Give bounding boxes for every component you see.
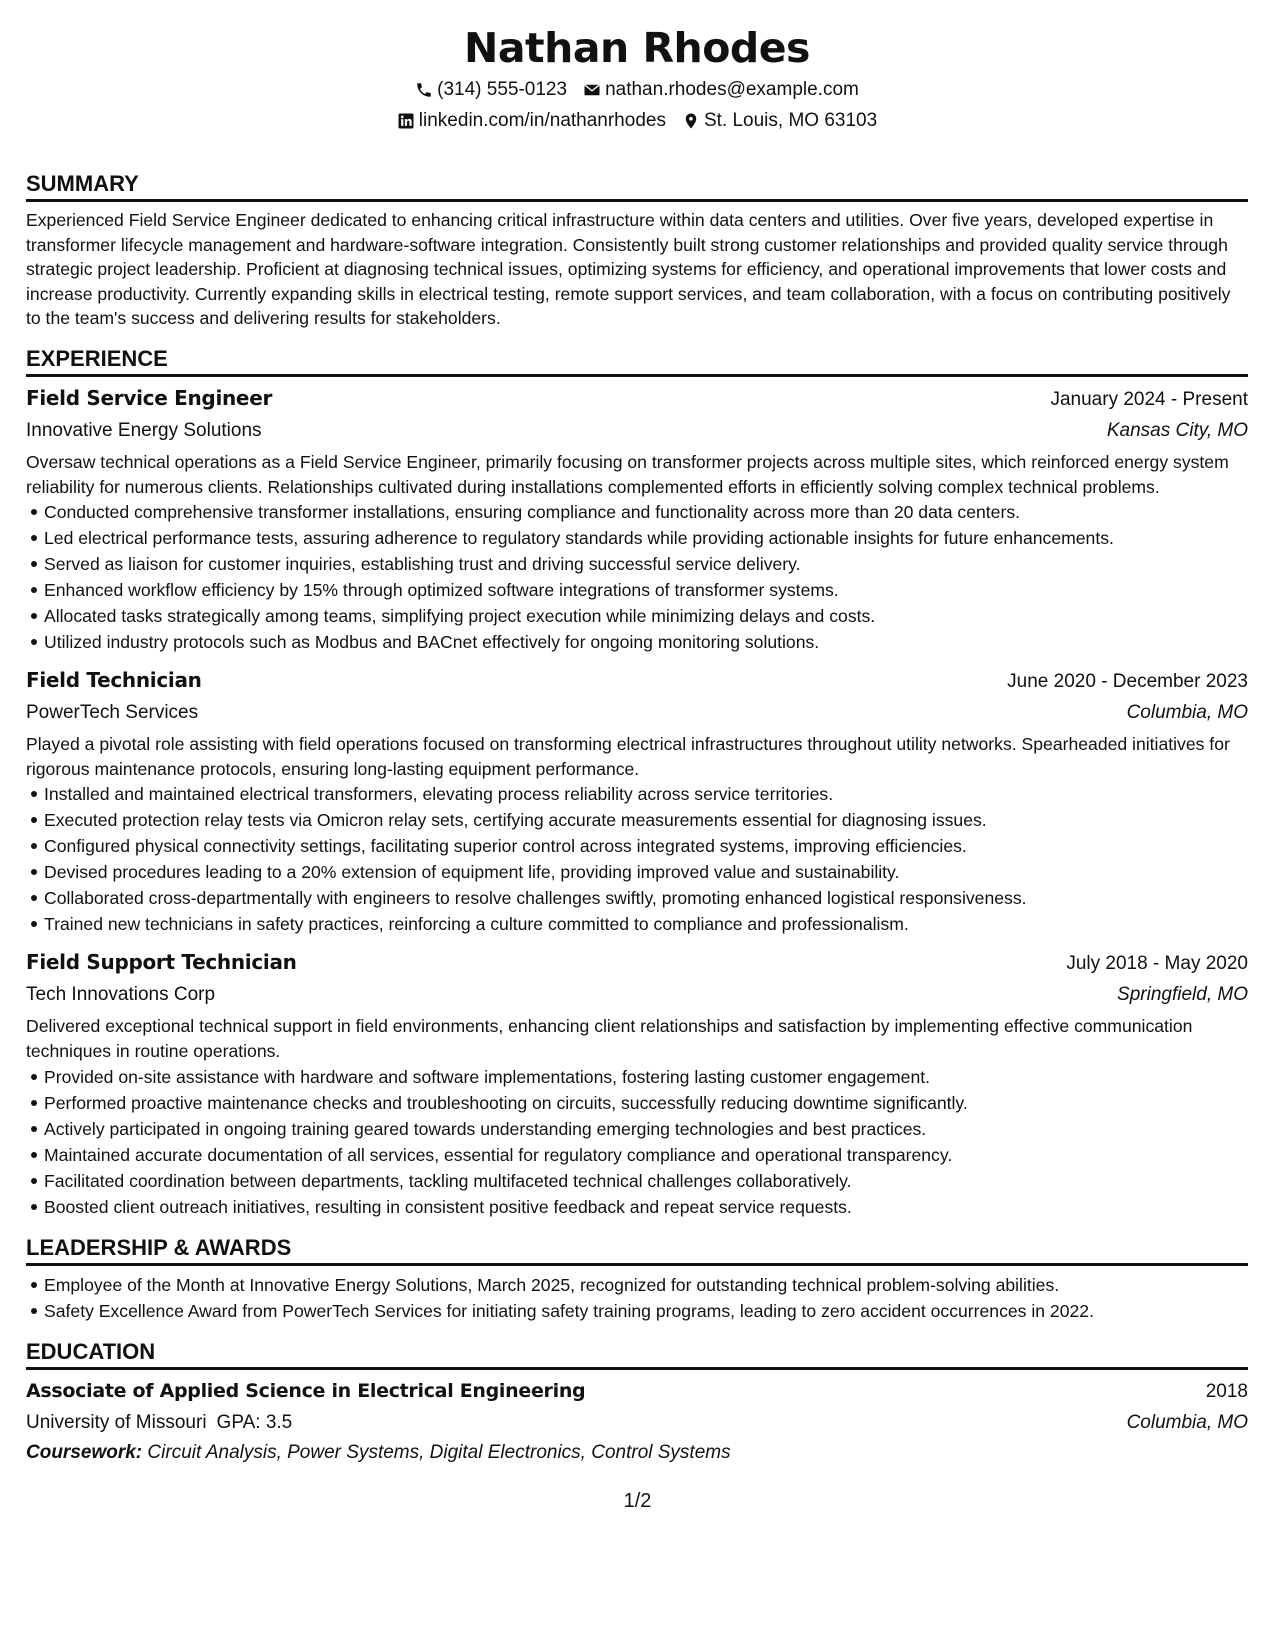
job-location: Kansas City, MO (1106, 419, 1248, 441)
job-bullet: Served as liaison for customer inquiries, establishing trust and driving successful service delivery. (44, 551, 1248, 577)
gpa: GPA: 3.5 (216, 1411, 293, 1433)
job-bullet: Executed protection relay tests via Omicron relay sets, certifying accurate measurements essential for diagnosing issues. (44, 807, 1248, 833)
job-title-row (26, 947, 1248, 979)
job-bullet: Enhanced workflow efficiency by 15% through optimized software integrations of transformer systems. (44, 577, 1248, 603)
location-contact (682, 105, 877, 136)
contact-line-1 (26, 74, 1248, 105)
job-location: Columbia, MO (1126, 702, 1248, 724)
page-number: 1/2 (623, 1490, 652, 1512)
email-contact[interactable] (583, 74, 859, 105)
phone-icon (415, 81, 433, 99)
job-bullet: Provided on-site assistance with hardware and software implementations, fostering lasting customer engagement. (44, 1064, 1248, 1090)
job-entry (26, 665, 1248, 937)
contact-line-2 (26, 105, 1248, 136)
job-description: Oversaw technical operations as a Field Service Engineer, primarily focusing on transformer projects across multiple sites, which reinforced energy system reliability for numerous clients. Relationships cultivated during installations complemented efforts in efficiently solving complex technical problems. (26, 451, 1229, 497)
job-bullet: Led electrical performance tests, assuring adherence to regulatory standards while providing actionable insights for future enhancements. (44, 525, 1248, 551)
summary-section (26, 170, 1248, 331)
job-bullet: Trained new technicians in safety practices, reinforcing a culture committed to compliance and professionalism. (44, 911, 1248, 937)
degree-row (26, 1376, 1248, 1407)
job-description: Delivered exceptional technical support in field environments, enhancing client relationships and satisfaction by implementing effective communication techniques in routine operations. (26, 1016, 1193, 1061)
job-entry (26, 947, 1248, 1219)
job-bullets (26, 1064, 1248, 1220)
degree-title: Associate of Applied Science in Electrical Engineering (26, 1379, 586, 1402)
resume-header (26, 22, 1248, 136)
job-bullets (26, 781, 1248, 937)
job-bullet: Allocated tasks strategically among teams, simplifying project execution while minimizing delays and costs. (44, 603, 1248, 629)
job-title: Field Technician (26, 668, 202, 693)
job-company: Tech Innovations Corp (26, 984, 216, 1006)
job-bullet: Conducted comprehensive transformer installations, ensuring compliance and functionality across more than 20 data centers. (44, 499, 1248, 525)
map-pin-icon (682, 112, 700, 130)
education-heading: EDUCATION (26, 1338, 1248, 1370)
job-title: Field Support Technician (26, 950, 297, 975)
email-address[interactable]: nathan.rhodes@example.com (605, 79, 859, 100)
resume-page (26, 22, 1248, 1468)
job-dates: June 2020 - December 2023 (1007, 671, 1248, 693)
job-company-row (26, 415, 1248, 446)
award-item: Safety Excellence Award from PowerTech Services for initiating safety training programs, leading to zero accident occurrences in 2022. (44, 1298, 1248, 1324)
school-name: University of Missouri (26, 1411, 207, 1433)
linkedin-icon (397, 112, 415, 130)
experience-heading: EXPERIENCE (26, 345, 1248, 377)
job-location: Springfield, MO (1117, 984, 1248, 1006)
linkedin-contact[interactable] (397, 105, 666, 136)
job-title-row (26, 665, 1248, 697)
coursework-line (26, 1438, 1248, 1468)
experience-section (26, 345, 1248, 1220)
job-title: Field Service Engineer (26, 385, 273, 410)
job-bullets (26, 499, 1248, 655)
awards-heading: LEADERSHIP & AWARDS (26, 1234, 1248, 1266)
job-bullet: Collaborated cross-departmentally with engineers to resolve challenges swiftly, promoting enhanced logistical responsiveness. (44, 885, 1248, 911)
job-entry (26, 383, 1248, 655)
job-company: Innovative Energy Solutions (26, 419, 262, 441)
coursework-list: Circuit Analysis, Power Systems, Digital Electronics, Control Systems (147, 1441, 731, 1463)
job-bullet: Boosted client outreach initiatives, resulting in consistent positive feedback and repeat service requests. (44, 1194, 1248, 1220)
phone-contact (415, 74, 567, 105)
job-bullet: Installed and maintained electrical transformers, elevating process reliability across service territories. (44, 781, 1248, 807)
job-dates: January 2024 - Present (1050, 388, 1248, 410)
job-bullet: Performed proactive maintenance checks and troubleshooting on circuits, successfully reducing downtime significantly. (44, 1090, 1248, 1116)
school-info (26, 1408, 292, 1438)
job-bullet: Maintained accurate documentation of all services, essential for regulatory compliance and operational transparency. (44, 1142, 1248, 1168)
coursework-label: Coursework: (26, 1441, 143, 1463)
award-item: Employee of the Month at Innovative Energy Solutions, March 2025, recognized for outstanding technical problem-solving abilities. (44, 1272, 1248, 1298)
education-section (26, 1338, 1248, 1468)
home-location: St. Louis, MO 63103 (703, 110, 878, 131)
summary-text: Experienced Field Service Engineer dedicated to enhancing critical infrastructure within data centers and utilities. Over five years, developed expertise in transformer lifecycle management and hardware-software integration. Consistently built strong customer relationships and provided quality service through strategic project leadership. Proficient at diagnosing technical issues, optimizing systems for efficiency, and operational improvements that lower costs and increase productivity. Currently expanding skills in electrical testing, remote support services, and team collaboration, with a focus on contributing positively to the team's success and delivering results for stakeholders. (26, 210, 1231, 329)
job-title-row (26, 383, 1248, 415)
job-company-row (26, 697, 1248, 728)
job-bullet: Utilized industry protocols such as Modbus and BACnet effectively for ongoing monitoring solutions. (44, 629, 1248, 655)
job-description: Played a pivotal role assisting with field operations focused on transforming electrical infrastructures throughout utility networks. Spearheaded initiatives for rigorous maintenance protocols, ensuring long-lasting equipment performance. (26, 734, 1230, 779)
awards-section (26, 1234, 1248, 1324)
awards-bullets (26, 1272, 1248, 1324)
job-bullet: Facilitated coordination between departments, tackling multifaceted technical challenges collaboratively. (44, 1168, 1248, 1194)
job-company-row (26, 979, 1248, 1010)
phone-number: (314) 555-0123 (437, 79, 568, 100)
graduation-year: 2018 (1205, 1380, 1248, 1402)
linkedin-url[interactable]: linkedin.com/in/nathanrhodes (418, 110, 666, 131)
envelope-icon (583, 81, 601, 99)
job-company: PowerTech Services (26, 702, 199, 724)
summary-heading: SUMMARY (26, 170, 1248, 202)
job-bullet: Configured physical connectivity settings, facilitating superior control across integrated systems, improving efficiencies. (44, 833, 1248, 859)
job-bullet: Actively participated in ongoing training geared towards understanding emerging technologies and best practices. (44, 1116, 1248, 1142)
school-row (26, 1407, 1248, 1438)
school-location: Columbia, MO (1126, 1411, 1248, 1433)
job-bullet: Devised procedures leading to a 20% extension of equipment life, providing improved value and sustainability. (44, 859, 1248, 885)
job-dates: July 2018 - May 2020 (1066, 953, 1248, 975)
candidate-name: Nathan Rhodes (464, 24, 810, 72)
